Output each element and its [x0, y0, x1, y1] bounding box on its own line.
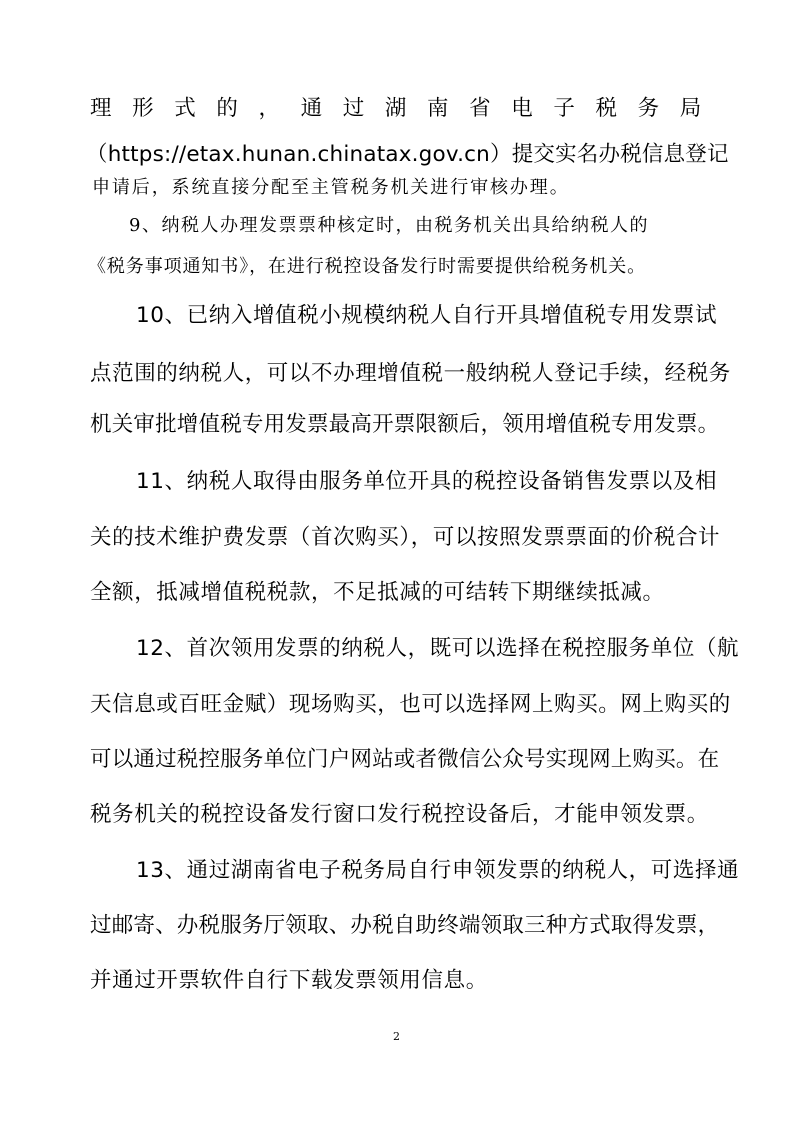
text-line: 天信息或百旺金赋）现场购买，也可以选择网上购买。网上购买的 [90, 692, 731, 717]
text-line: 12、首次领用发票的纳税人，既可以选择在税控服务单位（航 [136, 636, 740, 661]
text-line: 11、纳税人取得由服务单位开具的税控设备销售发票以及相 [136, 469, 718, 494]
spread-char: 税 [595, 96, 618, 121]
spread-line [90, 96, 702, 122]
spread-char: ， [258, 96, 281, 121]
spread-char: 局 [679, 96, 702, 121]
spread-char: 式 [174, 96, 197, 121]
spread-char: 形 [132, 96, 155, 121]
spread-char: 省 [469, 96, 492, 121]
text-line: 10、已纳入增值税小规模纳税人自行开具增值税专用发票试 [136, 303, 718, 328]
text-line: 《税务事项通知书》，在进行税控设备发行时需要提供给税务机关。 [88, 256, 646, 277]
text-line: 关的技术维护费发票（首次购买），可以按照发票票面的价税合计 [90, 525, 721, 550]
text-line: 13、通过湖南省电子税务局自行申领发票的纳税人，可选择通 [136, 858, 740, 883]
spread-char: 湖 [384, 96, 407, 121]
spread-char: 理 [90, 96, 113, 121]
spread-char: 务 [637, 96, 660, 121]
text-line: 9、纳税人办理发票票种核定时，由税务机关出具给纳税人的 [129, 215, 649, 236]
spread-char: 过 [342, 96, 365, 121]
spread-char: 子 [553, 96, 576, 121]
spread-char: 电 [511, 96, 534, 121]
text-line [90, 96, 702, 122]
text-line: 全额，抵减增值税税款，不足抵减的可结转下期继续抵减。 [90, 580, 665, 605]
text-line: （https://etax.hunan.chinatax.gov.cn）提交实名办税信息登记 [86, 142, 729, 167]
text-line: 并通过开票软件自行下载发票领用信息。 [90, 968, 488, 993]
text-line: 申请后，系统直接分配至主管税务机关进行审核办理。 [92, 177, 570, 198]
text-line: 可以通过税控服务单位门户网站或者微信公众号实现网上购买。在 [90, 747, 720, 772]
text-line: 过邮寄、办税服务厅领取、办税自助终端领取三种方式取得发票， [90, 913, 720, 938]
spread-char: 的 [216, 96, 239, 121]
spread-char: 南 [427, 96, 450, 121]
page-number: 2 [393, 1030, 400, 1043]
text-line: 机关审批增值税专用发票最高开票限额后，领用增值税专用发票。 [90, 412, 720, 437]
spread-char: 通 [300, 96, 323, 121]
text-line: 点范围的纳税人，可以不办理增值税一般纳税人登记手续，经税务 [90, 361, 731, 386]
text-line: 税务机关的税控设备发行窗口发行税控设备后，才能申领发票。 [90, 802, 709, 827]
